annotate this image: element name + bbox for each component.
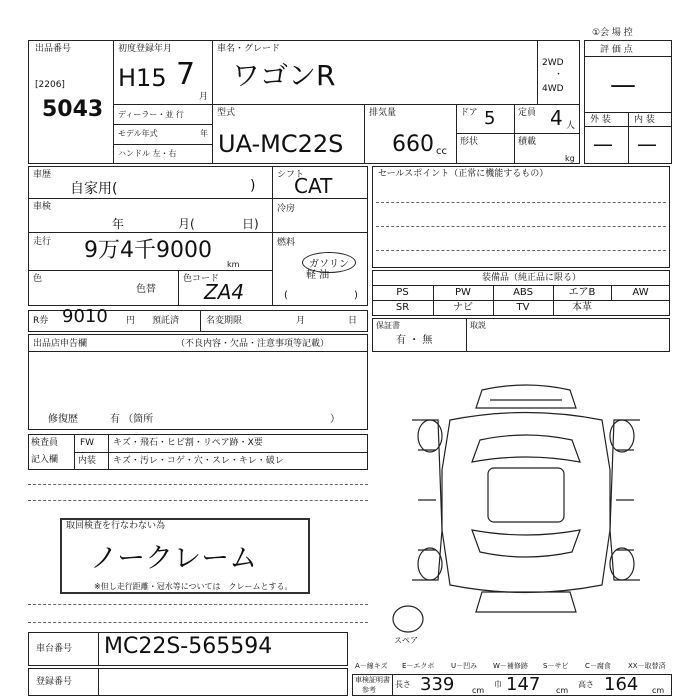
history-close: ) (250, 178, 256, 194)
car-diagram (410, 380, 642, 620)
legend-xx: XX－取替済 (628, 662, 666, 670)
capacity-unit: 人 (566, 121, 576, 131)
inspection-day-unit: 日) (242, 217, 259, 231)
inspector-in-text: キズ・汚レ・コゲ・穴・スレ・キレ・破レ (113, 456, 284, 466)
equip-abs: ABS (513, 287, 533, 298)
capacity-label: 定員 (518, 108, 537, 118)
inspector-fw: FW (80, 438, 95, 448)
lot-code: [2206] (35, 80, 65, 90)
inspector-in: 内装 (78, 456, 97, 466)
equip-ps: PS (396, 287, 409, 298)
inspection-label: 車検 (33, 202, 52, 212)
declaration-sub: （不良内容・欠品・注意事項等記載） (176, 339, 330, 349)
no-claim-stamp-text: ノークレーム (90, 541, 258, 574)
mileage-unit: km (227, 260, 240, 269)
chassis-value: MC22S-565594 (104, 634, 273, 659)
drive-2wd: 2WD (542, 58, 564, 68)
recycle-label: R券 (33, 316, 49, 326)
equip-airbag: エアB (568, 287, 596, 298)
len-label: 長さ (395, 680, 411, 689)
no-claim-title: 取回検査を行なわない為 (66, 521, 166, 531)
grade-value: — (610, 70, 636, 100)
door-value: 5 (484, 108, 496, 129)
dealer-label: ディーラー・並 行 (118, 110, 184, 119)
spare-tire-icon (390, 604, 426, 634)
color-code-value: ZA4 (204, 280, 245, 304)
hgt-label: 高さ (578, 680, 594, 689)
name-change-month: 月 (296, 316, 306, 326)
chassis-label: 車台番号 (36, 644, 73, 654)
sales-point-box (372, 166, 670, 268)
shift-value: CAT (294, 174, 333, 198)
declaration-label: 出品店申告欄 (33, 339, 88, 349)
wid-label: 巾 (494, 680, 502, 689)
exterior-label: 外 装 (590, 115, 611, 125)
recycle-value: 9010 (62, 306, 108, 327)
repair-label: 修復歴 (48, 414, 78, 425)
interior-value: — (637, 132, 657, 156)
wid-value: 147 (506, 674, 541, 695)
fuel-open: ( (284, 290, 288, 301)
warranty-value: 有 ・ 無 (396, 335, 433, 346)
type-label: 型式 (217, 108, 236, 118)
inspector-fw-text: キズ・飛石・ヒビ割・リペア跡・X要 (113, 438, 263, 448)
repair-value: 有 （箇所 (110, 414, 154, 425)
handle-label: ハンドル 左・右 (118, 149, 177, 158)
capacity-value: 4 (550, 106, 563, 130)
equip-pw: PW (455, 287, 471, 298)
fuel-diesel: 軽 油 (306, 270, 330, 281)
manual-label: 取説 (470, 321, 486, 330)
repair-close: ） (330, 414, 340, 425)
fuel-label: 燃料 (277, 238, 296, 248)
type-value: UA-MC22S (218, 130, 344, 158)
equipment-label: 装備品（純正品に限る） (482, 273, 582, 283)
displacement-label: 排気量 (369, 108, 397, 118)
no-claim-note: ※但し走行距離・冠水等については クレームとする。 (94, 582, 293, 591)
door-label: ドア (460, 108, 478, 118)
equip-tv: TV (516, 302, 530, 313)
car-name-label: 車名・グレード (217, 44, 281, 54)
color-label: 色 (33, 274, 43, 284)
load-unit: kg (565, 154, 575, 163)
warranty-label: 保証書 (376, 321, 400, 330)
fuel-close: ) (354, 290, 358, 301)
len-unit: cm (472, 686, 485, 695)
registration-month-unit: 月 (199, 92, 209, 102)
fuel-gasoline: ガソリン (302, 252, 356, 273)
hgt-value: 164 (604, 674, 639, 695)
exterior-value: — (593, 132, 613, 156)
mileage-label: 走行 (33, 237, 52, 247)
legend-s: S－サビ (543, 662, 569, 670)
hgt-unit: cm (652, 686, 665, 695)
recycle-unit: 円 (126, 316, 136, 326)
displacement-unit: cc (436, 146, 447, 157)
registration-label: 初度登録年月 (118, 44, 173, 54)
registration-month: 7 (176, 57, 196, 92)
inspector-label-1: 検査員 (31, 438, 59, 448)
cooler-label: 冷房 (277, 204, 296, 214)
inspection-month-unit: 月( (178, 217, 195, 231)
displacement-value: 660 (392, 132, 434, 157)
legend-e: E－エクボ (402, 662, 435, 670)
lot-number: 5043 (42, 97, 104, 122)
spare-label: スペア (394, 636, 418, 645)
legend-c: C－腐食 (585, 662, 611, 670)
drive-dot: ・ (554, 70, 564, 80)
name-change-label: 名変期限 (206, 316, 243, 326)
inspection-year-unit: 年 (112, 217, 125, 231)
history-label: 車歴 (33, 170, 52, 180)
reg-number-label: 登録番号 (36, 677, 73, 687)
equip-leather: 本革 (572, 302, 592, 313)
legend-a: A－線キズ (355, 662, 388, 670)
inspector-label-2: 記入欄 (31, 455, 59, 465)
shift-label: シフト (277, 170, 305, 180)
reg-number-box (28, 668, 348, 696)
equip-navi: ナビ (453, 302, 473, 313)
model-year-label: モデル年式 (118, 129, 158, 138)
recycle-deposit: 預託済 (152, 316, 180, 326)
legend-w: W－補修跡 (493, 662, 528, 670)
lot-label: 出品番号 (35, 44, 72, 54)
sales-point-label: セールスポイント（正常に機能するもの） (378, 169, 549, 179)
cert-label-1: 車検証明書 (355, 676, 390, 684)
venue-label: ①会 場 控 (592, 28, 633, 38)
registration-year: H15 (118, 64, 167, 92)
history-value: 自家用( (70, 181, 118, 197)
legend-u: U－凹み (451, 662, 478, 670)
color-change: 色替 (136, 284, 156, 295)
load-label: 積載 (518, 137, 537, 147)
cert-label-2: 参考 (362, 686, 376, 694)
car-name: ワゴンR (232, 59, 336, 92)
equip-aw: AW (632, 287, 649, 298)
drive-4wd: 4WD (542, 84, 564, 94)
equip-sr: SR (395, 302, 410, 313)
model-year-unit: 年 (200, 129, 208, 138)
interior-label: 内 装 (634, 115, 655, 125)
mileage-value: 9万4千9000 (84, 238, 212, 263)
wid-unit: cm (556, 686, 569, 695)
color-code-label: 色コード (183, 274, 220, 284)
name-change-day: 日 (348, 316, 358, 326)
len-value: 339 (420, 674, 455, 695)
shape-label: 形状 (460, 137, 479, 147)
grade-label: 評 価 点 (600, 45, 633, 55)
